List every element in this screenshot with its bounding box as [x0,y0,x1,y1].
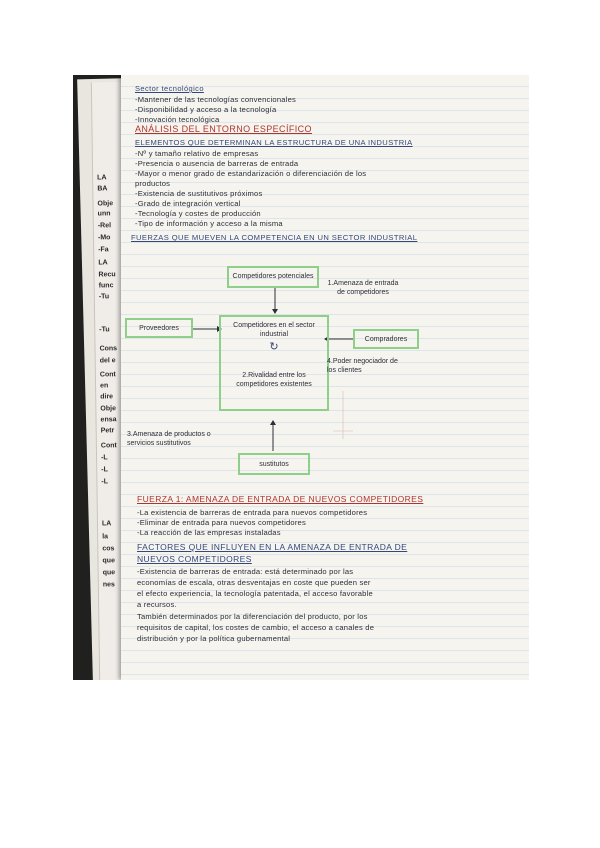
force1-item: -Eliminar de entrada para nuevos competidores [137,518,306,527]
force1-item: -La reacción de las empresas instaladas [137,528,281,537]
margin-fragment: -Tu [98,293,110,301]
analysis-item: -Tipo de información y acceso a la misma [135,219,283,228]
box-substitutes: sustitutos [238,453,310,475]
margin-fragment: Cont [99,371,116,379]
margin-fragment: unn [97,210,111,218]
analysis-item: -Existencia de sustitutivos próximos [135,189,263,198]
analysis-item: -Grado de integración vertical [135,199,241,208]
analysis-item: -Presencia o ausencia de barreras de entrada [135,159,299,168]
factors-line: -Existencia de barreras de entrada: está determinado por las [137,567,354,576]
sector-item: -Mantener de las tecnologías convencionales [135,95,296,104]
margin-fragment: -Mo [97,234,111,242]
forces-title: FUERZAS QUE MUEVEN LA COMPETENCIA EN UN SECTOR INDUSTRIAL [131,233,418,242]
margin-fragment: Obje [97,200,114,208]
margin-fragment: -L [101,478,109,486]
margin-fragment: LA [98,259,108,267]
analysis-item: productos [135,179,171,188]
margin-fragment: Obje [100,405,116,413]
margin-fragment: ensa [100,416,117,424]
margin-fragment: Petr [100,427,115,435]
margin-fragment: nes [102,581,115,589]
center-top-label: Competidores en el sector industrial [233,322,315,338]
factors-line: requisitos de capital, los costes de cambio, el acceso a canales de [137,623,375,632]
notebook-page [121,75,529,680]
force1-title: FUERZA 1: AMENAZA DE ENTRADA DE NUEVOS COMPETIDORES [137,494,424,504]
label-force-1: 1.Amenaza de entrada de competidores [327,280,399,296]
factors-title: FACTORES QUE INFLUYEN EN LA AMENAZA DE ENTRADA DE [137,542,408,552]
margin-fragment: -Rel [97,222,112,230]
margin-fragment: BA [97,185,108,193]
margin-fragment: que [102,569,116,577]
margin-fragment: del e [99,357,116,365]
factors-line: También determinados por la diferenciación del producto, por los [137,612,368,621]
margin-fragment: cos [102,545,115,553]
margin-fragment: la [102,533,109,541]
factors-line: el efecto experiencia, la tecnología patentada, el acceso favorable [137,589,373,598]
margin-fragment: en [100,382,109,390]
margin-fragment: -Fa [98,246,109,254]
margin-fragment: Cons [99,345,118,353]
factors-line: a recursos. [137,600,177,609]
factors-title-cont: NUEVOS COMPETIDORES [137,554,252,564]
margin-fragment: que [102,557,116,565]
box-suppliers: Proveedores [125,318,193,338]
box-buyers: Compradores [353,329,419,349]
margin-fragment: -L [101,466,108,474]
margin-fragment: Recu [98,271,116,279]
label-force-3: 3.Amenaza de productos o servicios sustitutivos [127,431,211,447]
sector-heading: Sector tecnológico [135,84,204,93]
notebook-photo [73,75,529,680]
analysis-item: -Tecnología y costes de producción [135,209,261,218]
margin-fragment: LA [101,520,112,528]
factors-line: distribución y por la política gubernamental [137,634,291,643]
margin-fragment: -L [101,454,108,462]
analysis-title: ANÁLISIS DEL ENTORNO ESPECÍFICO [135,124,312,134]
analysis-item: -Mayor o menor grado de estandarización o diferenciación de los [135,169,367,178]
margin-fragment: dire [100,393,114,401]
margin-fragment: LA [97,174,107,182]
analysis-subtitle: ELEMENTOS QUE DETERMINAN LA ESTRUCTURA DE UNA INDUSTRIA [135,138,413,147]
margin-fragment: -Tu [99,326,110,334]
sector-item: -Disponibilidad y acceso a la tecnología [135,105,277,114]
sector-item: -Innovación tecnológica [135,115,220,124]
rotation-icon: ↻ [269,341,279,353]
center-bottom-label: 2.Rivalidad entre los competidores existentes [236,372,312,388]
force1-item: -La existencia de barreras de entrada para nuevos competidores [137,508,368,517]
box-potential-competitors: Competidores potenciales [227,266,319,288]
label-force-4: 4.Poder negociador de los clientes [327,358,398,374]
analysis-item: -Nº y tamaño relativo de empresas [135,149,259,158]
factors-line: economías de escala, otras desventajas en coste que pueden ser [137,578,371,587]
margin-fragment: Cont [100,442,117,450]
margin-fragment: func [98,282,114,290]
